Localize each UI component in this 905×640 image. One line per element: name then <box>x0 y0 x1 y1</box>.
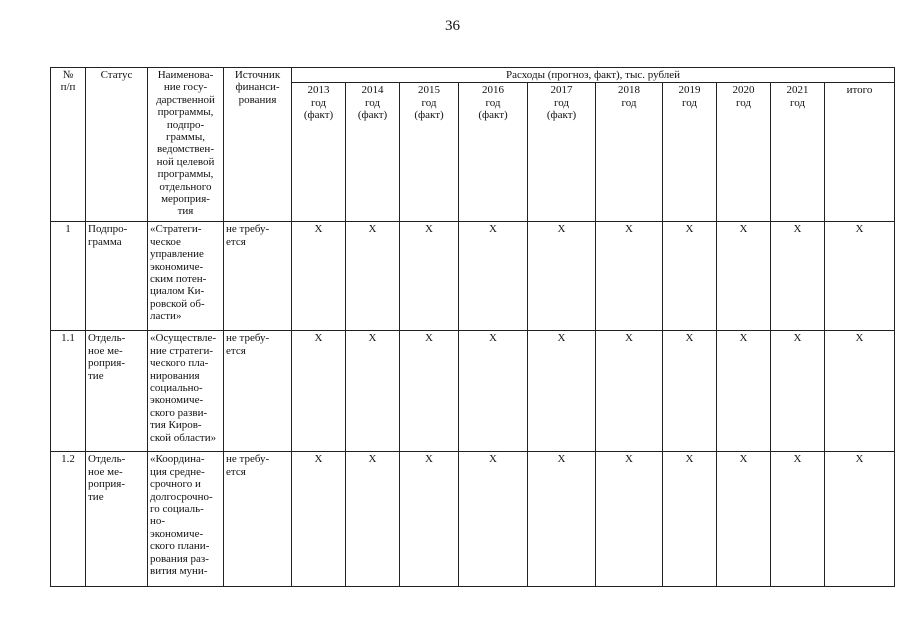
year-header: 2019 год <box>663 83 717 222</box>
row-status: Отдель- ное ме- роприя- тие <box>86 331 148 452</box>
value-cell: X <box>528 222 596 331</box>
value-cell: X <box>771 452 825 587</box>
header-num: № п/п <box>51 68 86 222</box>
header-status: Статус <box>86 68 148 222</box>
row-name: «Стратеги- ческое управление экономиче- ским потен- циалом Ки- ровской об- ласти» <box>148 222 224 331</box>
row-status: Подпро- грамма <box>86 222 148 331</box>
value-cell: X <box>346 222 400 331</box>
value-cell: X <box>717 452 771 587</box>
expenses-table <box>50 67 895 587</box>
year-header: 2013 год (факт) <box>292 83 346 222</box>
row-num: 1.1 <box>51 331 86 452</box>
total-header: итого <box>825 83 895 222</box>
year-header: 2015 год (факт) <box>400 83 459 222</box>
row-status: Отдель- ное ме- роприя- тие <box>86 452 148 587</box>
table-row <box>51 452 895 587</box>
value-cell: X <box>292 222 346 331</box>
value-cell: X <box>771 331 825 452</box>
header-expenses: Расходы (прогноз, факт), тыс. рублей <box>292 68 895 83</box>
table-row <box>51 331 895 452</box>
value-cell: X <box>346 331 400 452</box>
year-header: 2016 год (факт) <box>459 83 528 222</box>
year-header: 2017 год (факт) <box>528 83 596 222</box>
row-source: не требу- ется <box>224 331 292 452</box>
row-num: 1.2 <box>51 452 86 587</box>
row-num: 1 <box>51 222 86 331</box>
year-header: 2018 год <box>596 83 663 222</box>
year-header: 2021 год <box>771 83 825 222</box>
year-header: 2014 год (факт) <box>346 83 400 222</box>
value-cell: X <box>528 331 596 452</box>
row-name: «Осуществле- ние стратеги- ческого пла- нирования социально- экономиче- ского разви- тия Киров- ской области» <box>148 331 224 452</box>
table-row <box>51 222 895 331</box>
value-cell: X <box>663 331 717 452</box>
value-cell: X <box>400 222 459 331</box>
row-source: не требу- ется <box>224 222 292 331</box>
value-cell: X <box>596 331 663 452</box>
value-cell: X <box>400 331 459 452</box>
value-cell: X <box>459 222 528 331</box>
value-cell: X <box>663 452 717 587</box>
value-cell: X <box>596 222 663 331</box>
total-cell: X <box>825 222 895 331</box>
header-row <box>51 68 895 83</box>
value-cell: X <box>596 452 663 587</box>
year-header: 2020 год <box>717 83 771 222</box>
value-cell: X <box>459 452 528 587</box>
page-number: 36 <box>445 18 460 34</box>
value-cell: X <box>346 452 400 587</box>
value-cell: X <box>292 452 346 587</box>
value-cell: X <box>528 452 596 587</box>
row-source: не требу- ется <box>224 452 292 587</box>
total-cell: X <box>825 331 895 452</box>
header-name: Наименова- ние госу- дарственной программы, подпро- граммы, ведомствен- ной целевой программы, отдельного мероприя- тия <box>148 68 224 222</box>
value-cell: X <box>292 331 346 452</box>
row-name: «Координа- ция средне- срочного и долгосрочно- го социаль- но- экономиче- ского плани- рования раз- вития муни- <box>148 452 224 587</box>
value-cell: X <box>459 331 528 452</box>
value-cell: X <box>717 331 771 452</box>
value-cell: X <box>771 222 825 331</box>
value-cell: X <box>663 222 717 331</box>
header-source: Источник финанси- рования <box>224 68 292 222</box>
total-cell: X <box>825 452 895 587</box>
value-cell: X <box>717 222 771 331</box>
value-cell: X <box>400 452 459 587</box>
